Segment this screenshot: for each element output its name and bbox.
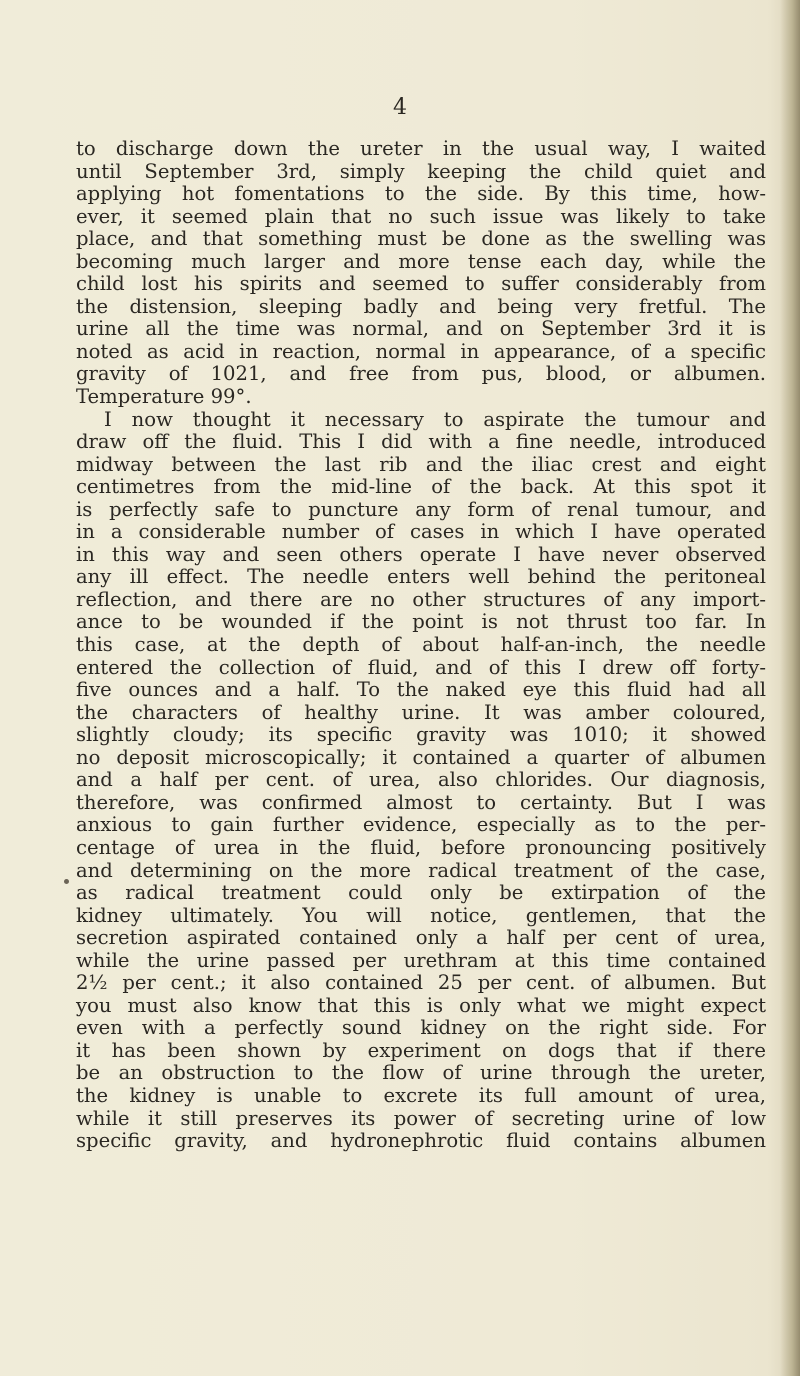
text-line: kidney ultimately. You will notice, gentlemen, that the — [76, 903, 766, 927]
text-line: the characters of healthy urine. It was amber coloured, — [76, 700, 766, 724]
text-line: centimetres from the mid-line of the back. At this spot it — [76, 475, 766, 499]
text-line: be an obstruction to the flow of urine through the ureter, — [76, 1061, 766, 1085]
text-line: specific gravity, and hydronephrotic fluid contains albumen — [76, 1129, 766, 1153]
text-line: as radical treatment could only be extirpation of the — [76, 881, 766, 905]
text-line: noted as acid in reaction, normal in appearance, of a specific — [76, 339, 766, 363]
text-line: it has been shown by experiment on dogs that if there — [76, 1038, 766, 1062]
text-line: and determining on the more radical treatment of the case, — [76, 858, 766, 882]
text-line: you must also know that this is only what we might expect — [76, 993, 766, 1017]
text-line: even with a perfectly sound kidney on the right side. For — [76, 1016, 766, 1040]
text-line: to discharge down the ureter in the usual way, I waited — [76, 137, 766, 160]
text-line: the distension, sleeping badly and being very fretful. The — [76, 294, 766, 318]
text-line: becoming much larger and more tense each day, while the — [76, 249, 766, 273]
text-line: child lost his spirits and seemed to suffer considerably from — [76, 272, 766, 296]
text-line: place, and that something must be done as the swelling was — [76, 227, 766, 251]
text-line: ever, it seemed plain that no such issue was likely to take — [76, 204, 766, 228]
text-line: therefore, was confirmed almost to certainty. But I was — [76, 790, 766, 814]
text-line: anxious to gain further evidence, especially as to the per- — [76, 813, 766, 837]
text-line: draw off the fluid. This I did with a fine needle, introduced — [76, 430, 766, 454]
text-line: in a considerable number of cases in which I have operated — [76, 520, 766, 544]
text-line: urine all the time was normal, and on September 3rd it is — [76, 317, 766, 341]
ink-speck — [64, 879, 69, 884]
text-line: the kidney is unable to excrete its full amount of urea, — [76, 1083, 766, 1107]
text-line: 2½ per cent.; it also contained 25 per cent. of albumen. But — [76, 971, 766, 995]
text-line: gravity of 1021, and free from pus, blood, or albumen. — [76, 362, 766, 386]
text-line: any ill effect. The needle enters well behind the peritoneal — [76, 565, 766, 589]
text-line: Temperature 99°. — [76, 385, 252, 409]
page-edge-shadow — [780, 0, 800, 1376]
page-number: 4 — [393, 95, 407, 120]
text-line: ance to be wounded if the point is not thrust too far. In — [76, 610, 766, 634]
text-line: midway between the last rib and the iliac crest and eight — [76, 452, 766, 476]
text-line: and a half per cent. of urea, also chlorides. Our diagnosis, — [76, 768, 766, 792]
text-line: while it still preserves its power of secreting urine of low — [76, 1106, 766, 1130]
text-line: secretion aspirated contained only a half per cent of urea, — [76, 926, 766, 950]
body-text — [76, 138, 766, 1153]
text-line: this case, at the depth of about half-an-inch, the needle — [76, 633, 766, 657]
text-line: until September 3rd, simply keeping the child quiet and — [76, 159, 766, 183]
text-line: in this way and seen others operate I have never observed — [76, 542, 766, 566]
text-line: no deposit microscopically; it contained a quarter of albumen — [76, 745, 766, 769]
text-line: is perfectly safe to puncture any form of renal tumour, and — [76, 497, 766, 521]
text-line: I now thought it necessary to aspirate the tumour and — [104, 407, 766, 431]
text-line: centage of urea in the fluid, before pronouncing positively — [76, 835, 766, 859]
text-line: applying hot fomentations to the side. By this time, how- — [76, 182, 766, 206]
text-line: slightly cloudy; its specific gravity was 1010; it showed — [76, 723, 766, 747]
text-line: while the urine passed per urethram at this time contained — [76, 948, 766, 972]
text-line: five ounces and a half. To the naked eye this fluid had all — [76, 678, 766, 702]
text-line: reflection, and there are no other structures of any import- — [76, 587, 766, 611]
text-line: entered the collection of fluid, and of this I drew off forty- — [76, 655, 766, 679]
